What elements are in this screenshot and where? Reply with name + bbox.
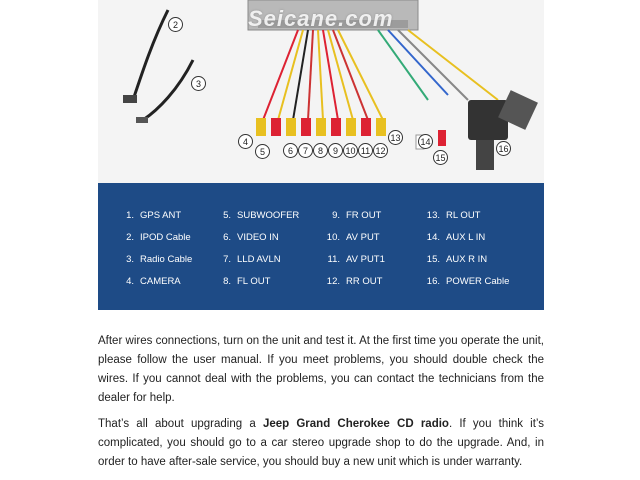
paragraph-wire-check: After wires connections, turn on the unit and test it. At the first time you operate the unit, please follow the user manual. If you meet problems, you should double check the wires. If you cannot deal with the problems, you can contact the technicians from the dealer for help. (98, 335, 544, 404)
legend-item: 6. VIDEO IN (223, 232, 279, 243)
callout-6: 6 (283, 143, 298, 158)
paragraph-text-start: That’s all about upgrading a (98, 418, 263, 430)
callout-5: 5 (255, 144, 270, 159)
legend-item: 5. SUBWOOFER (223, 210, 300, 221)
legend-box (98, 183, 544, 310)
callout-10: 10 (343, 143, 358, 158)
callout-7: 7 (298, 143, 313, 158)
callout-13: 13 (388, 130, 403, 145)
callout-9: 9 (328, 143, 343, 158)
legend-item: 14. AUX L IN (426, 232, 486, 243)
legend-item: 9. FR OUT (332, 210, 382, 221)
legend-item: 7. LLD AVLN (223, 254, 281, 265)
legend-item: 15. AUX R IN (426, 254, 488, 265)
callout-12: 12 (373, 143, 388, 158)
callout-11: 11 (358, 143, 373, 158)
legend-item: 3. Radio Cable (126, 254, 193, 265)
paragraph-text-end: . If you think it’s complicated, you should go to a car stereo upgrade shop to do the upgrade. And, in order to have after-sale service, you should buy a new unit which is under warranty. (98, 418, 545, 468)
legend-item: 12. RR OUT (326, 276, 383, 287)
callout-4: 4 (238, 134, 253, 149)
legend-item: 2. IPOD Cable (126, 232, 191, 243)
callout-14: 14 (418, 134, 433, 149)
legend-item: 11. AV PUT1 (327, 254, 385, 265)
callout-16: 16 (496, 141, 511, 156)
legend-item: 16. POWER Cable (426, 276, 510, 287)
legend-item: 4. CAMERA (126, 276, 181, 287)
bold-link-text: Jeep Grand Cherokee CD radio (262, 418, 449, 430)
callout-8: 8 (313, 143, 328, 158)
paragraph-upgrade-summary (98, 415, 544, 472)
legend-item: 10. AV PUT (326, 232, 380, 243)
watermark-logo: Seicane.com (248, 6, 394, 31)
callout-15: 15 (433, 150, 448, 165)
callout-3: 3 (191, 76, 206, 91)
legend-item: 8. FL OUT (223, 276, 271, 287)
legend-item: 13. RL OUT (426, 210, 481, 221)
legend-item: 1. GPS ANT (126, 210, 182, 221)
callout-2: 2 (168, 17, 183, 32)
wiring-photo (98, 0, 544, 183)
